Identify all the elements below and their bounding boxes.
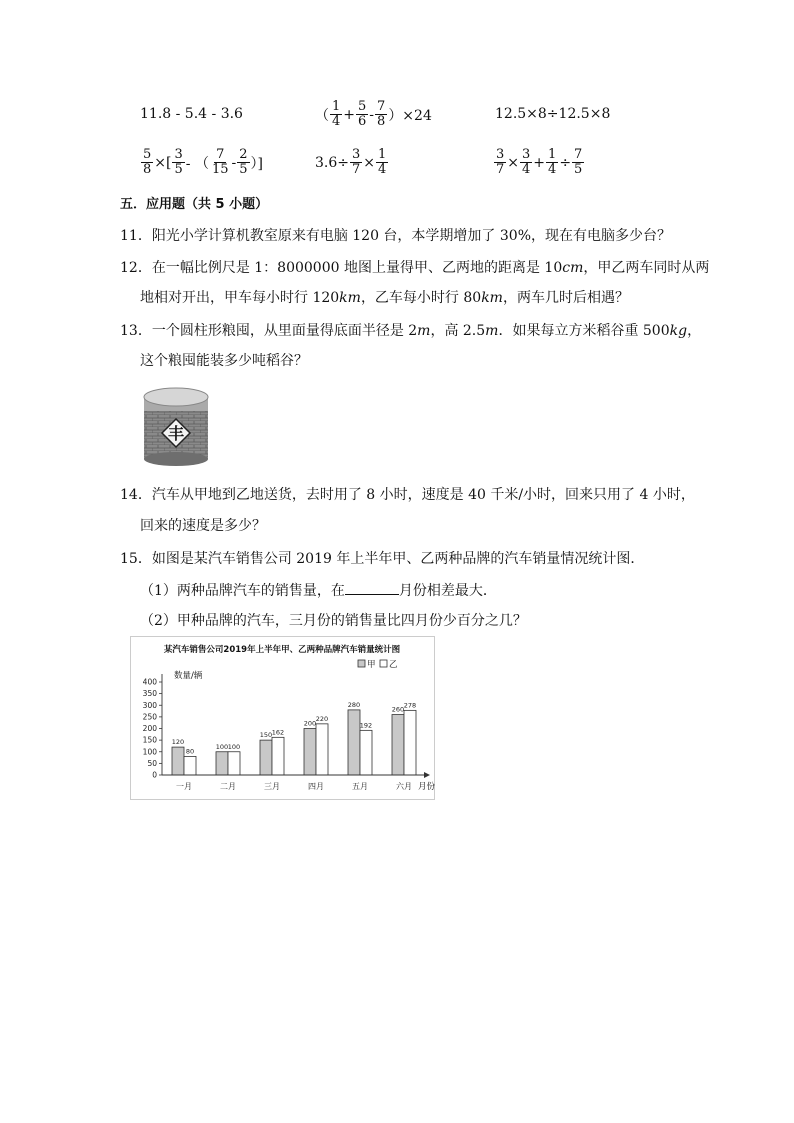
y-tick-label: 300: [142, 700, 157, 710]
x-tick-label: 二月: [220, 782, 236, 791]
bar-乙-四月: [316, 724, 328, 775]
bar-乙-六月: [404, 710, 416, 775]
x-tick-label: 三月: [264, 782, 280, 791]
calc-expr-6: $\frac{3}{7}$ × $\frac{3}{4}$ + $\frac{1}{4}$ ÷ $\frac{7}{5}$: [496, 147, 583, 177]
section-title: 五．应用题（共 5 小题）: [120, 197, 269, 212]
bar-乙-五月: [360, 730, 372, 775]
legend-label-甲: 甲: [367, 660, 376, 670]
legend-swatch-甲: [358, 660, 365, 667]
x-tick-label: 一月: [176, 782, 192, 791]
calc-expr-5: 3.6÷ $\frac{3}{7}$ × $\frac{1}{4}$: [315, 147, 387, 177]
data-label: 260: [391, 705, 405, 714]
bar-甲-三月: [260, 740, 272, 775]
data-label: 80: [185, 747, 195, 756]
question-14-line-1: 14．汽车从甲地到乙地送货，去时用了 8 小时，速度是 40 千米/小时，回来只用了 4 小时，: [120, 487, 695, 503]
granary-char: 丰: [167, 424, 185, 443]
legend-label-乙: 乙: [389, 660, 398, 670]
question-12-line-2: 地相对开出，甲车每小时行 120km，乙车每小时行 80km，两车几时后相遇？: [140, 290, 629, 306]
calc-expr-4: $\frac{5}{8}$ ×[ $\frac{3}{5}$ - （ $\frac{7}{15}$ - $\frac{2}{5}$ ）]: [143, 147, 263, 177]
y-tick-label: 200: [142, 724, 157, 733]
bar-甲-二月: [216, 752, 228, 775]
bar-乙-一月: [184, 756, 196, 775]
y-tick-label: 400: [142, 677, 157, 687]
bar-甲-六月: [392, 715, 404, 775]
data-label: 120: [171, 738, 185, 747]
y-tick-label: 350: [142, 689, 157, 699]
y-tick-label: 0: [152, 770, 157, 780]
bar-乙-三月: [272, 737, 284, 775]
y-tick-label: 250: [142, 712, 157, 722]
x-tick-label: 四月: [308, 782, 324, 791]
data-label: 280: [347, 700, 361, 709]
chart-title: 某汽车销售公司2019年上半年甲、乙两种品牌汽车销量统计图: [163, 645, 401, 655]
bar-甲-一月: [172, 747, 184, 775]
question-13-line-1: 13．一个圆柱形粮囤，从里面量得底面半径是 2m，高 2.5m．如果每立方米稻谷重 500kg，: [120, 323, 702, 339]
calc-expr-2: （ $\frac{1}{4}$ + $\frac{5}{6}$ - $\frac{7}{8}$ ）×24: [315, 99, 432, 129]
granary-icon: [140, 385, 212, 467]
data-label: 162: [271, 728, 285, 737]
chart-x-label: 月份: [418, 782, 435, 792]
data-label: 220: [315, 714, 329, 723]
bar-甲-五月: [348, 710, 360, 775]
x-tick-label: 六月: [396, 782, 412, 791]
question-14-line-2: 回来的速度是多少？: [140, 518, 266, 534]
y-tick-label: 150: [142, 735, 157, 745]
question-15-part-1: （1）两种品牌汽车的销售量，在 月份相差最大．: [140, 580, 497, 602]
answer-blank[interactable]: [345, 580, 399, 595]
legend-swatch-乙: [380, 660, 387, 667]
calc-expr-1: 11.8 - 5.4 - 3.6: [140, 106, 243, 122]
data-label: 100: [227, 742, 241, 751]
data-label: 150: [259, 731, 273, 740]
question-13-line-2: 这个粮囤能装多少吨稻谷？: [140, 353, 308, 369]
question-11: 11．阳光小学计算机教室原来有电脑 120 台，本学期增加了 30%，现在有电脑多少台？: [120, 228, 672, 244]
question-15: 15．如图是某汽车销售公司 2019 年上半年甲、乙两种品牌的汽车销量情况统计图．: [120, 551, 645, 567]
y-tick-label: 100: [142, 747, 157, 757]
data-label: 200: [303, 719, 317, 728]
chart-y-label: 数量/辆: [174, 671, 203, 681]
bar-甲-四月: [304, 729, 316, 776]
data-label: 278: [403, 701, 417, 710]
y-tick-label: 50: [147, 758, 157, 768]
data-label: 100: [215, 742, 229, 751]
bar-乙-二月: [228, 752, 240, 775]
data-label: 192: [359, 721, 373, 730]
question-12-line-1: 12．在一幅比例尺是 1：8000000 地图上量得甲、乙两地的距离是 10cm，甲乙两车同时从两: [120, 260, 710, 276]
calc-expr-3: 12.5×8÷12.5×8: [495, 106, 611, 122]
question-15-part-2: （2）甲种品牌的汽车，三月份的销售量比四月份少百分之几？: [140, 613, 527, 629]
sales-bar-chart: [130, 636, 435, 800]
x-tick-label: 五月: [352, 782, 368, 791]
